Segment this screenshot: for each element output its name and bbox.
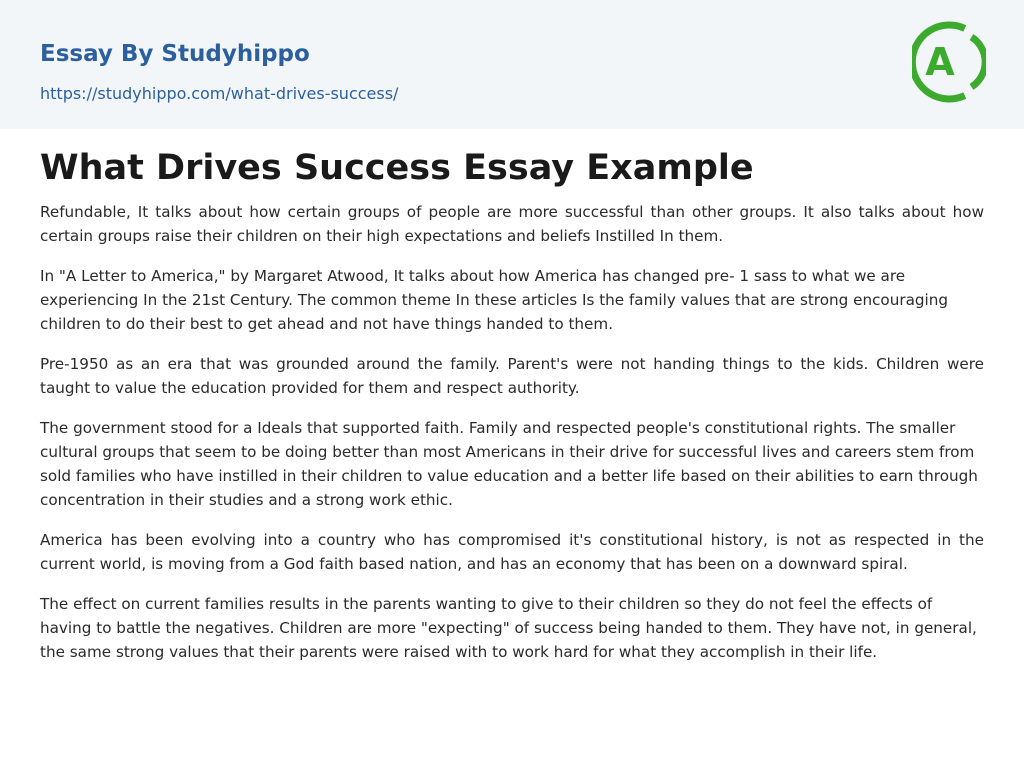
paragraph: Refundable, It talks about how certain groups of people are more successful than other groups. It also talks about how certain groups raise their children on their high expectations and beliefs Instilled In them. bbox=[40, 203, 984, 245]
site-header bbox=[0, 0, 1024, 129]
paragraph: In "A Letter to America," by Margaret Atwood, It talks about how America has changed pre- 1 sass to what we are experiencing In the 21st Century. The common theme In these articles Is the family values that are strong encouraging children to do their best to get ahead and not have things handed to them. bbox=[40, 267, 949, 333]
article bbox=[40, 143, 984, 680]
paragraph: Pre-1950 as an era that was grounded around the family. Parent's were not handing things to the kids. Children were taught to value the education provided for them and respect authority. bbox=[40, 355, 984, 397]
logo-letter: A bbox=[925, 40, 955, 84]
paragraph: The effect on current families results in the parents wanting to give to their children so they do not feel the effects of having to battle the negatives. Children are more "expecting" of success being handed to them. They have not, in general, the same strong values that their parents were raised with to work hard for what they accomplish in their life. bbox=[40, 595, 977, 661]
source-url-link[interactable]: https://studyhippo.com/what-drives-success/ bbox=[40, 84, 399, 103]
site-brand[interactable]: Essay By Studyhippo bbox=[40, 41, 310, 67]
page-title: What Drives Success Essay Example bbox=[40, 148, 754, 188]
paragraph: America has been evolving into a country who has compromised it's constitutional history, is not as respected in the current world, is moving from a God faith based nation, and has an economy that has been on a downward spiral. bbox=[40, 531, 984, 573]
studyhippo-logo-icon[interactable] bbox=[912, 19, 986, 105]
paragraph: The government stood for a Ideals that supported faith. Family and respected people's constitutional rights. The smaller cultural groups that seem to be doing better than most Americans in their drive for successful lives and careers stem from sold families who have instilled in their children to value education and a better life based on their abilities to earn through concentration in their studies and a strong work ethic. bbox=[40, 419, 978, 509]
article-body bbox=[40, 200, 984, 664]
